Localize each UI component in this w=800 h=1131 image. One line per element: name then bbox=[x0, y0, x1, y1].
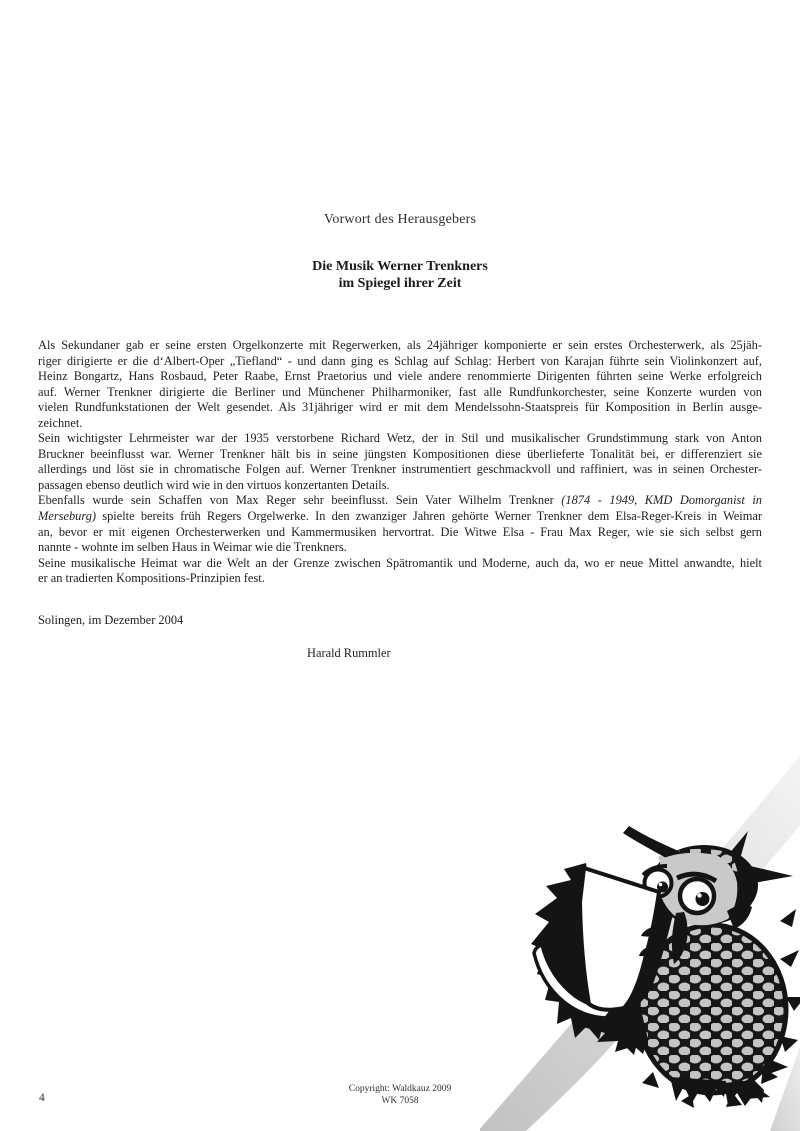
paragraph-2-line-4: passagen ebenso deutlich wird wie in den virtuos konzertanten Details. bbox=[38, 477, 390, 492]
paragraph-3-line-4: nannte - wohnte im selben Haus in Weimar wie die Trenkners. bbox=[38, 540, 347, 555]
copyright-line1: Copyright: Waldkauz 2009 bbox=[348, 1084, 452, 1094]
owl-eye-right bbox=[680, 879, 714, 913]
paragraph-1-line-1: Als Sekundaner gab er seine ersten Orgelkonzerte mit Regerwerken, als 24jähriger komponierte er sein erstes Orchesterwerk, als 25jäh- bbox=[38, 338, 762, 352]
main-heading bbox=[0, 259, 800, 292]
copyright-footer bbox=[0, 1084, 800, 1107]
paragraph-3-line-2: Merseburg) spielte bereits früh Regers Orgelwerke. In den zwanziger Jahren gehörte Werner Trenkner dem Elsa-Reger-Kreis in Weimar bbox=[38, 509, 762, 524]
paragraph-2-line-2: Bruckner beeinflusst war. Werner Trenkner hält bis in seine jüngsten Kompositionen diese überlieferte Tonalität bei, er differenziert sie bbox=[38, 446, 762, 461]
paragraph-3-line-1: Ebenfalls wurde sein Schaffen von Max Reger sehr beeinflusst. Sein Vater Wilhelm Trenkner (1874 - 1949, KMD Domorganist in bbox=[38, 493, 762, 508]
paragraph-2-line-3: allerdings und löst sie in chromatische Folgen auf. Werner Trenkner instrumentiert geschmackvoll und raffiniert, was in seinen Orchester- bbox=[38, 462, 762, 477]
page-number: 4 bbox=[39, 1092, 45, 1104]
paragraph-1-line-6: zeichnet. bbox=[38, 415, 83, 430]
paragraph-1-line-4: auf. Werner Trenkner dirigierte die Berliner und Münchener Philharmoniker, fast alle Rundfunkorchester, seine Konzerte wurden von bbox=[38, 384, 762, 399]
paragraph-2-line-1: Sein wichtigster Lehrmeister war der 1935 verstorbene Richard Wetz, der in Stil und musikalischer Grundstimmung stark von Anton bbox=[38, 431, 762, 446]
foreword-title: Vorwort des Herausgebers bbox=[323, 212, 477, 227]
paragraph-1-line-5: vielen Rundfunkstationen der Welt gesendet. Als 31jähriger wird er mit dem Mendelssohn-Staatspreis für Komposition in Berlin ausge- bbox=[38, 400, 762, 415]
paragraph-4-line-2: er an tradierten Kompositions-Prinzipien fest. bbox=[38, 571, 265, 586]
paragraph-3-line-3: an, bevor er mit eigenen Orchesterwerken und Kammermusiken hervortrat. Die Witwe Elsa - Frau Max Reger, wie sie sich selbst gern bbox=[38, 524, 762, 539]
signature: Harald Rummler bbox=[307, 646, 391, 660]
owl-artwork-svg bbox=[480, 751, 800, 1131]
owl-with-sheet-illustration bbox=[480, 751, 800, 1131]
paragraph-1-line-3: Heinz Bongartz, Hans Rosbaud, Peter Raabe, Ernst Praetorius und viele andere renommierte Dirigenten führten seine Werke erfolgreich bbox=[38, 369, 762, 384]
main-heading-line2: im Spiegel ihrer Zeit bbox=[338, 275, 462, 291]
body-text bbox=[38, 338, 762, 587]
paragraph-4-line-1: Seine musikalische Heimat war die Welt an der Grenze zwischen Spätromantik und Moderne, auch da, wo er neue Mittel anwandte, hielt bbox=[38, 555, 762, 570]
paragraph-1-line-2: riger dirigierte er die d‘Albert-Oper „Tiefland“ - und dann ging es Schlag auf Schlag: Herbert von Karajan führte sein Violinkonzert auf, bbox=[38, 353, 762, 368]
main-heading-line1: Die Musik Werner Trenkners bbox=[312, 259, 488, 274]
copyright-line2: WK 7058 bbox=[381, 1095, 419, 1106]
dateline: Solingen, im Dezember 2004 bbox=[38, 613, 184, 627]
